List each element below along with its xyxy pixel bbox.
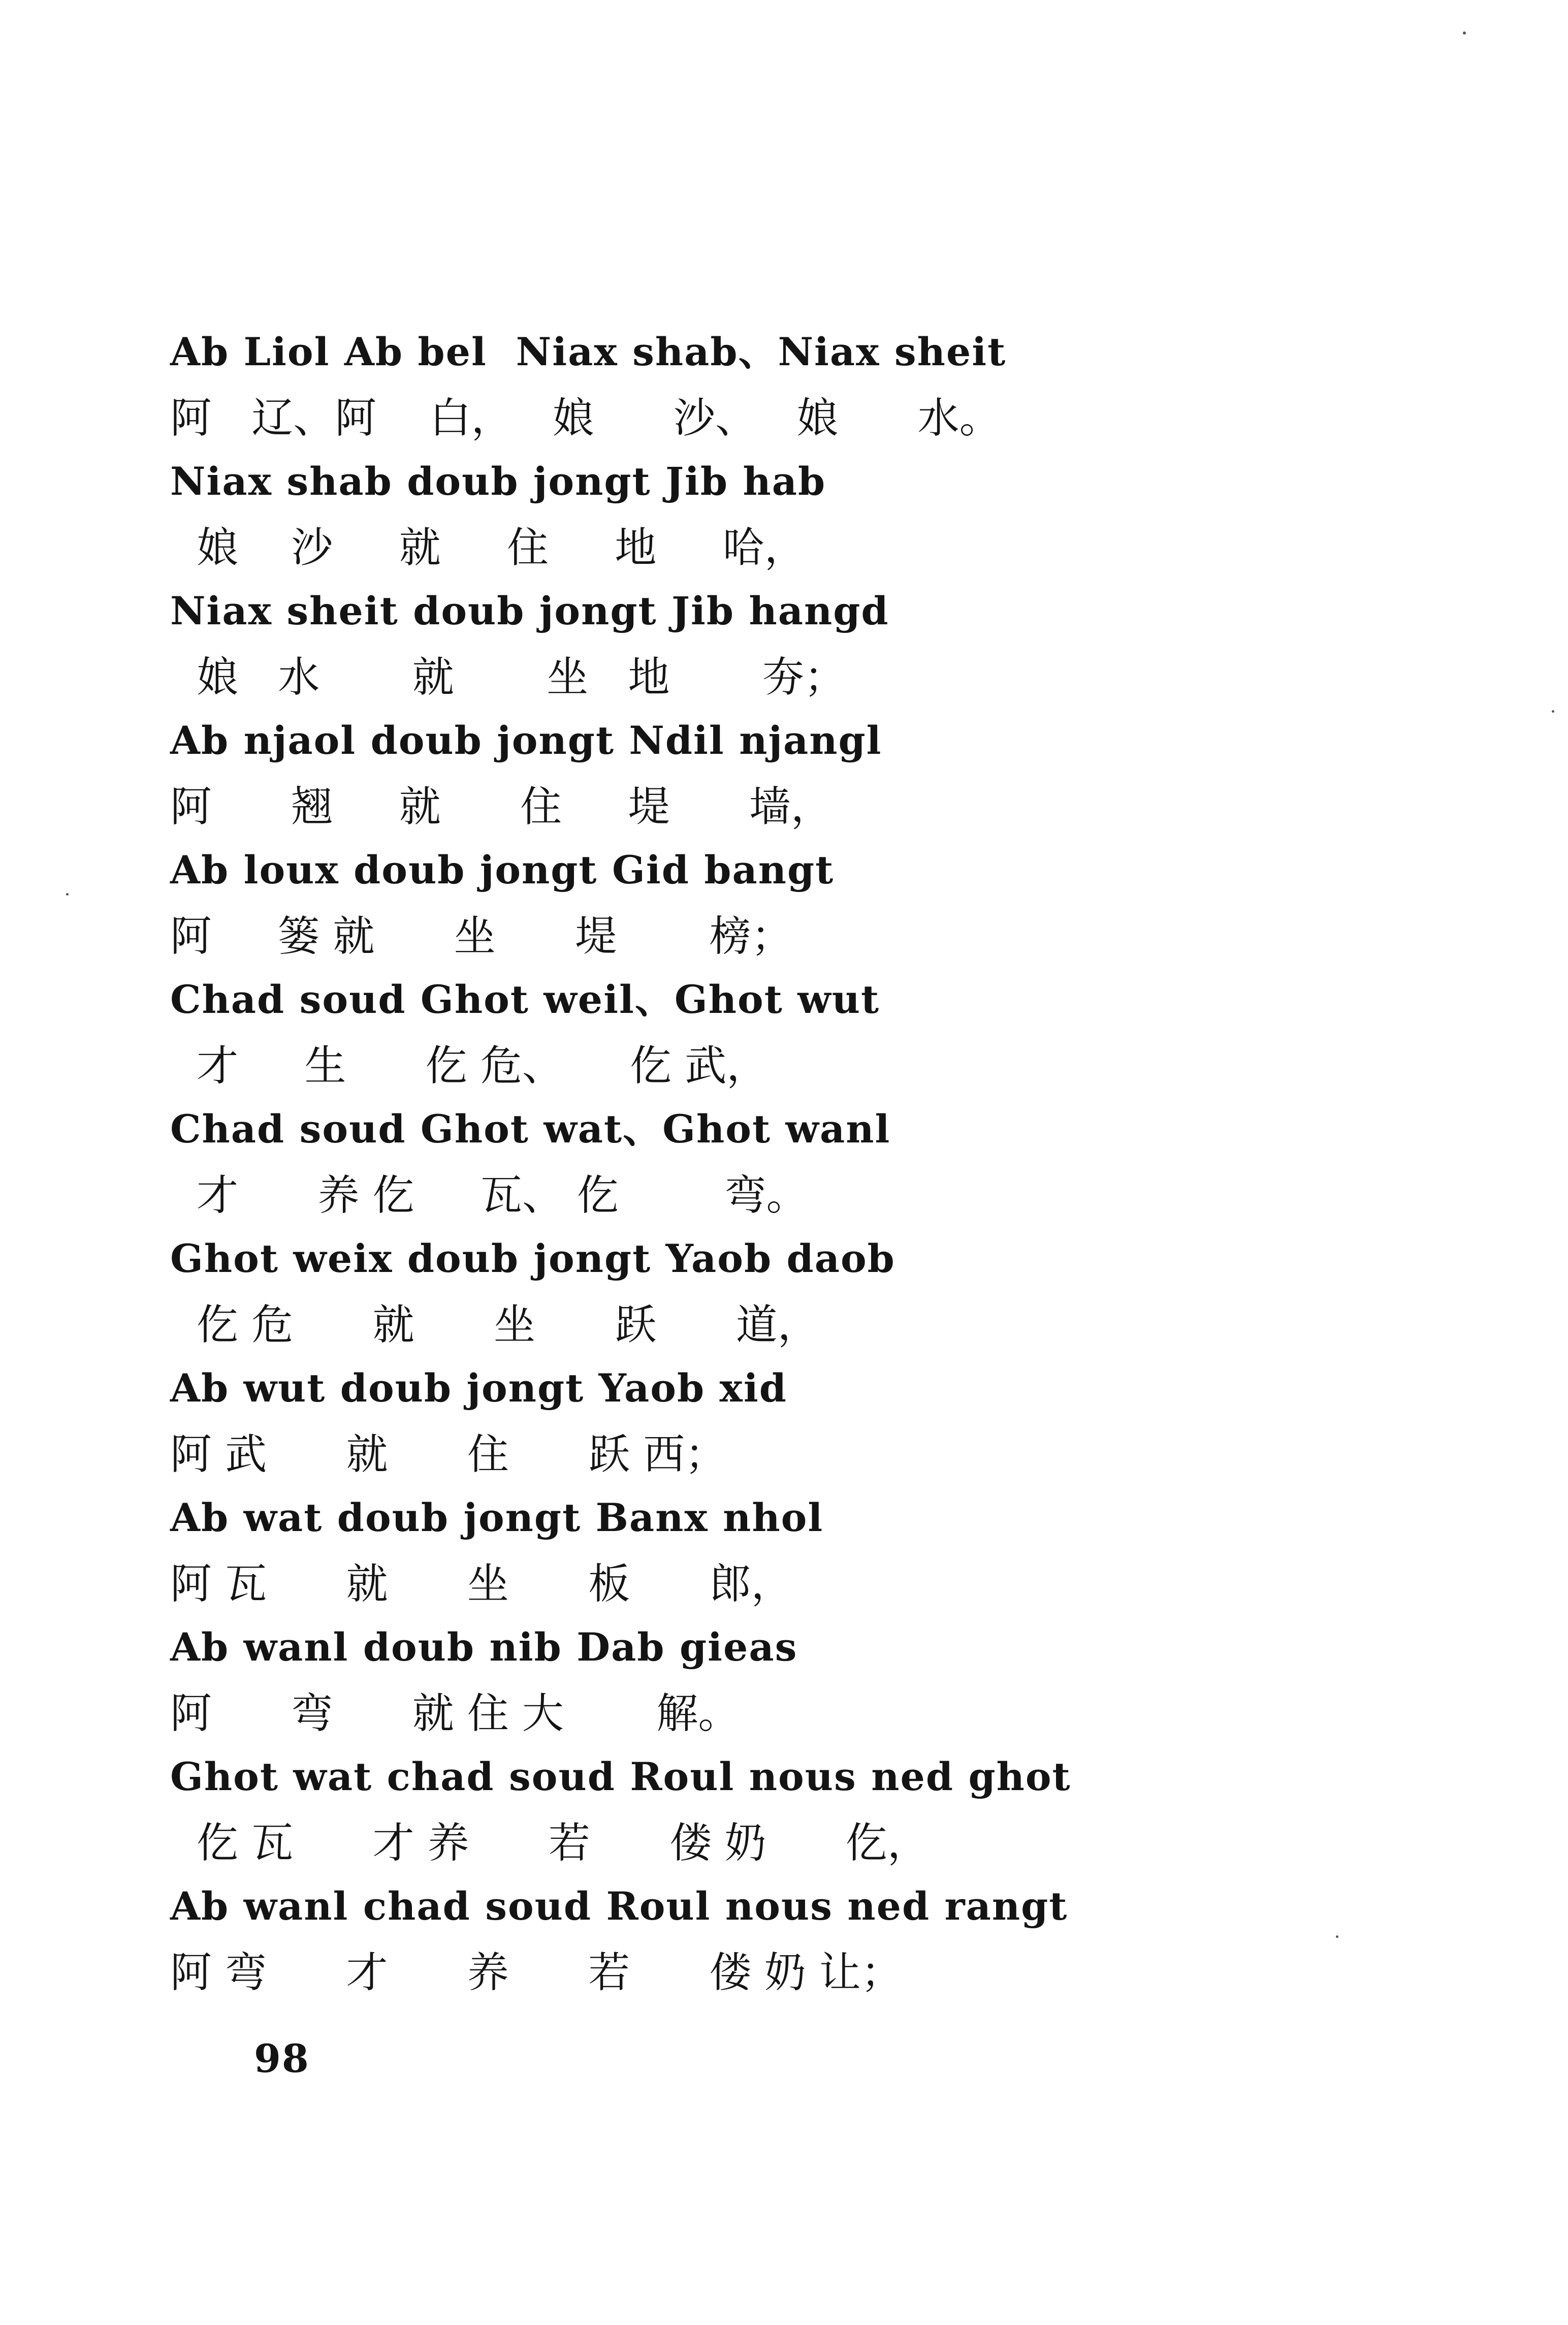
chinese-gloss-line: 阿 弯 才 养 若 偻 奶 让； [170,1948,903,1997]
romanized-line: Ab wat doub jongt Banx nhol [170,1495,824,1540]
chinese-gloss-line: 阿 武 就 住 跃 西； [170,1430,727,1479]
chinese-gloss-line: 才 养 仡 瓦、 仡 弯。 [170,1171,808,1220]
romanized-line: Niax shab doub jongt Jib hab [170,459,826,504]
scan-speck [1552,710,1554,713]
chinese-gloss-line: 娘 水 就 坐 地 夯； [170,653,846,702]
romanized-line: Ab njaol doub jongt Ndil njangl [170,718,882,763]
scan-speck [1463,31,1466,35]
scan-speck [66,893,69,896]
chinese-gloss-line: 娘 沙 就 住 地 哈， [170,523,806,572]
chinese-gloss-line: 阿 瓦 就 坐 板 郎， [170,1559,793,1608]
romanized-line: Ab wanl doub nib Dab gieas [170,1625,798,1670]
romanized-line: Ab Liol Ab bel Niax shab、Niax sheit [170,329,1007,374]
chinese-gloss-line: 阿 辽、阿 白， 娘 沙、 娘 水。 [170,394,1001,442]
romanized-line: Niax sheit doub jongt Jib hangd [170,588,889,633]
chinese-gloss-line: 阿 篓 就 坐 堤 榜； [170,912,793,961]
chinese-gloss-line: 仡 危 就 坐 跃 道， [170,1300,819,1349]
romanized-line: Chad soud Ghot wat、Ghot wanl [170,1106,891,1152]
chinese-gloss-line: 仡 瓦 才 养 若 偻 奶 仡， [170,1819,929,1867]
romanized-line: Ab loux doub jongt Gid bangt [170,847,835,893]
chinese-gloss-line: 才 生 仡 危、 仡 武， [170,1041,769,1090]
page-number: 98 [254,2036,310,2081]
romanized-line: Ab wanl chad soud Roul nous ned rangt [170,1884,1068,1929]
chinese-gloss-line: 阿 翘 就 住 堤 墙， [170,782,833,831]
romanized-line: Ghot wat chad soud Roul nous ned ghot [170,1754,1071,1799]
chinese-gloss-line: 阿 弯 就 住 大 解。 [170,1689,740,1738]
romanized-line: Ab wut doub jongt Yaob xid [170,1365,787,1411]
scan-speck [1336,1935,1338,1938]
romanized-line: Chad soud Ghot weil、Ghot wut [170,977,880,1022]
romanized-line: Ghot weix doub jongt Yaob daob [170,1236,895,1281]
